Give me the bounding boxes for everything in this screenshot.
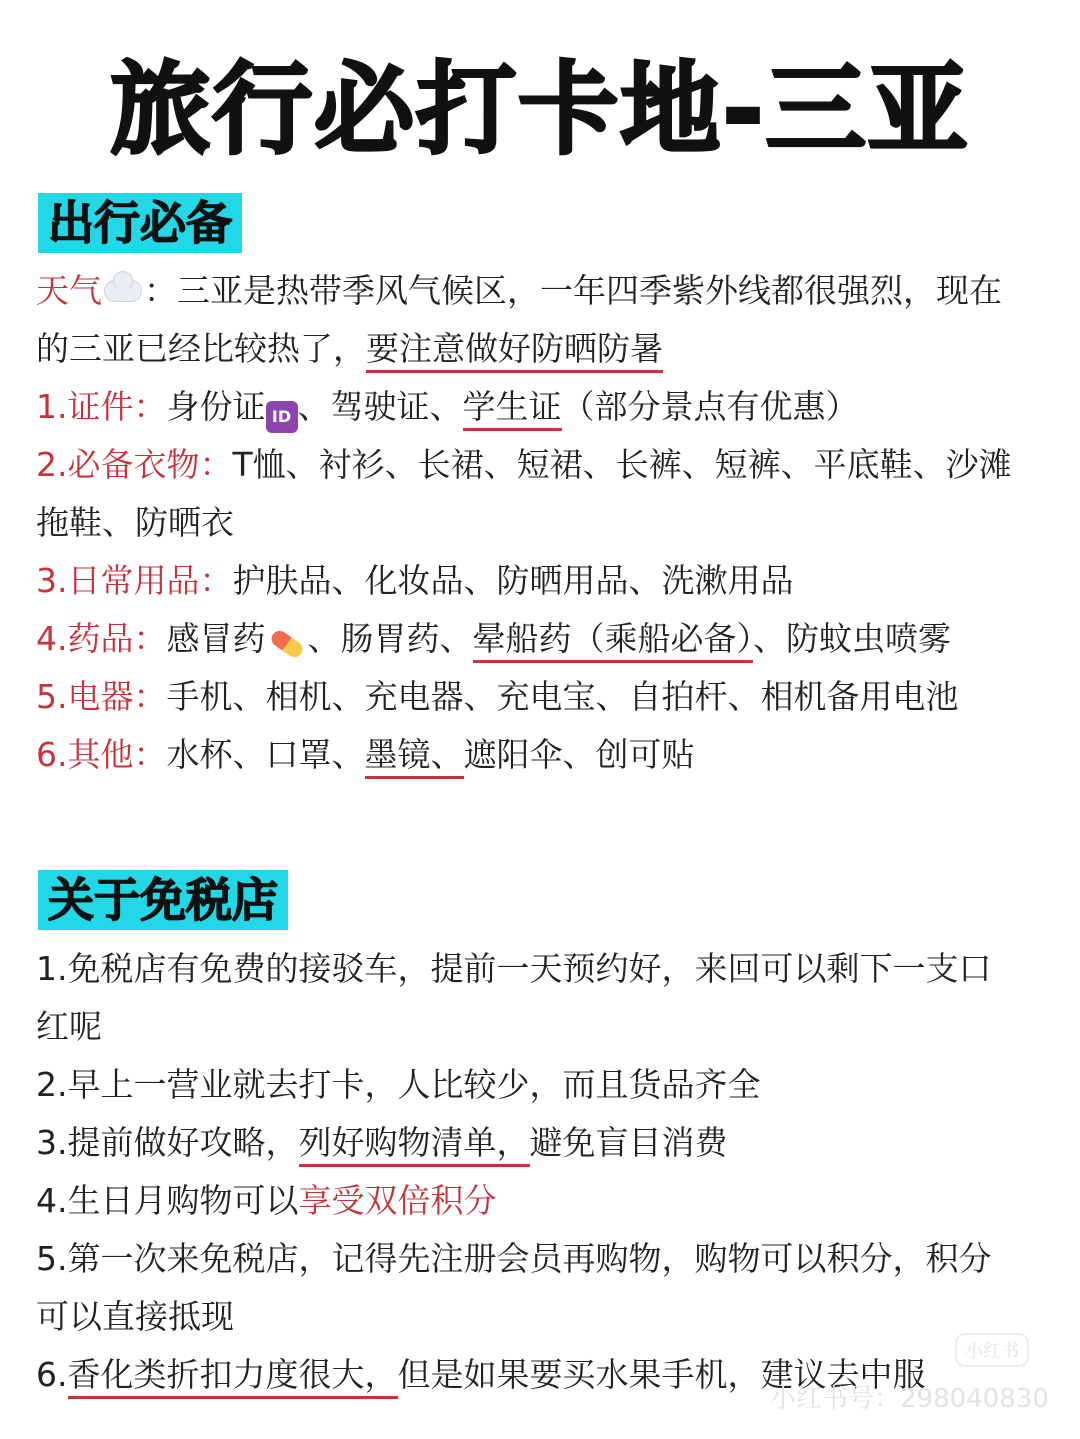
weather-line [36, 262, 1002, 320]
item-text: 可以直接抵现 [36, 1297, 234, 1336]
weather-line-2 [36, 320, 663, 378]
page-title: 旅行必打卡地-三亚 [110, 51, 970, 168]
cloud-icon [104, 280, 142, 302]
dutyfree-item-1 [36, 940, 992, 998]
item-text: T恤、衬衫、长裙、短裙、长裤、短裤、平底鞋、沙滩 [232, 445, 1012, 484]
list-item-medicine [36, 610, 951, 668]
item-text: 1.免税店有免费的接驳车，提前一天预约好，来回可以剩下一支口 [36, 949, 992, 988]
item-text: 、防蚊虫喷雾 [753, 619, 951, 658]
item-text: 5.第一次来免税店，记得先注册会员再购物，购物可以积分，积分 [36, 1239, 992, 1278]
item-text: 4.生日月购物可以 [36, 1181, 299, 1220]
list-item-clothing-cont [36, 494, 234, 552]
item-text: 、肠胃药、 [307, 619, 473, 658]
item-highlight: 晕船药（乘船必备） [473, 619, 754, 663]
id-icon: ID [266, 401, 298, 433]
item-highlight: 墨镜、 [365, 735, 464, 779]
weather-text: ：三亚是热带季风气候区，一年四季紫外线都很强烈，现在 [144, 271, 1002, 310]
item-text: 但是如果要买水果手机，建议去中服 [397, 1355, 926, 1394]
item-label: 3.日常用品： [36, 561, 233, 600]
dutyfree-item-5 [36, 1230, 992, 1288]
item-text: 水杯、口罩、 [166, 735, 365, 774]
item-highlight: 列好购物清单， [299, 1123, 530, 1167]
item-text: 6. [36, 1355, 68, 1394]
item-highlight: 学生证 [463, 387, 562, 431]
dutyfree-item-5-cont [36, 1288, 234, 1346]
weather-highlight: 要注意做好防晒防暑 [366, 329, 663, 373]
weather-label: 天气 [36, 271, 102, 310]
list-item-other [36, 726, 695, 784]
watermark-logo: 小红书 [955, 1333, 1029, 1367]
item-label: 2.必备衣物： [36, 445, 233, 484]
item-text: 拖鞋、防晒衣 [36, 503, 234, 542]
dutyfree-item-3 [36, 1114, 728, 1172]
item-text: 感冒药 [166, 619, 266, 658]
list-item-clothing [36, 436, 1012, 494]
list-item-documents [36, 378, 859, 436]
dutyfree-item-2 [36, 1056, 761, 1114]
section-heading-essentials: 出行必备 [38, 193, 242, 253]
item-label: 4.药品： [36, 619, 167, 658]
pill-icon [268, 628, 305, 661]
list-item-daily [36, 552, 794, 610]
item-text: 红呢 [36, 1007, 102, 1046]
item-text: 护肤品、化妆品、防晒用品、洗漱用品 [232, 561, 794, 600]
weather-text-2: 的三亚已经比较热了， [36, 329, 366, 368]
list-item-electronics [36, 668, 959, 726]
item-highlight: 香化类折扣力度很大， [68, 1355, 398, 1399]
dutyfree-item-1-cont [36, 998, 102, 1056]
section-heading-dutyfree: 关于免税店 [38, 870, 288, 930]
item-label: 5.电器： [36, 677, 167, 716]
watermark-id: 小红书号：298040830 [770, 1384, 1049, 1414]
item-text: 2.早上一营业就去打卡，人比较少，而且货品齐全 [36, 1065, 761, 1104]
item-text: 、驾驶证、 [297, 387, 463, 426]
item-text: 身份证 [166, 387, 266, 426]
item-label: 6.其他： [36, 735, 167, 774]
item-label: 1.证件： [36, 387, 167, 426]
item-text: 手机、相机、充电器、充电宝、自拍杆、相机备用电池 [166, 677, 959, 716]
item-text: 遮阳伞、创可贴 [463, 735, 695, 774]
item-text: 避免盲目消费 [529, 1123, 728, 1162]
dutyfree-item-4 [36, 1172, 497, 1230]
item-text: 3.提前做好攻略， [36, 1123, 299, 1162]
item-highlight: 享受双倍积分 [298, 1181, 497, 1220]
item-text: （部分景点有优惠） [561, 387, 859, 426]
